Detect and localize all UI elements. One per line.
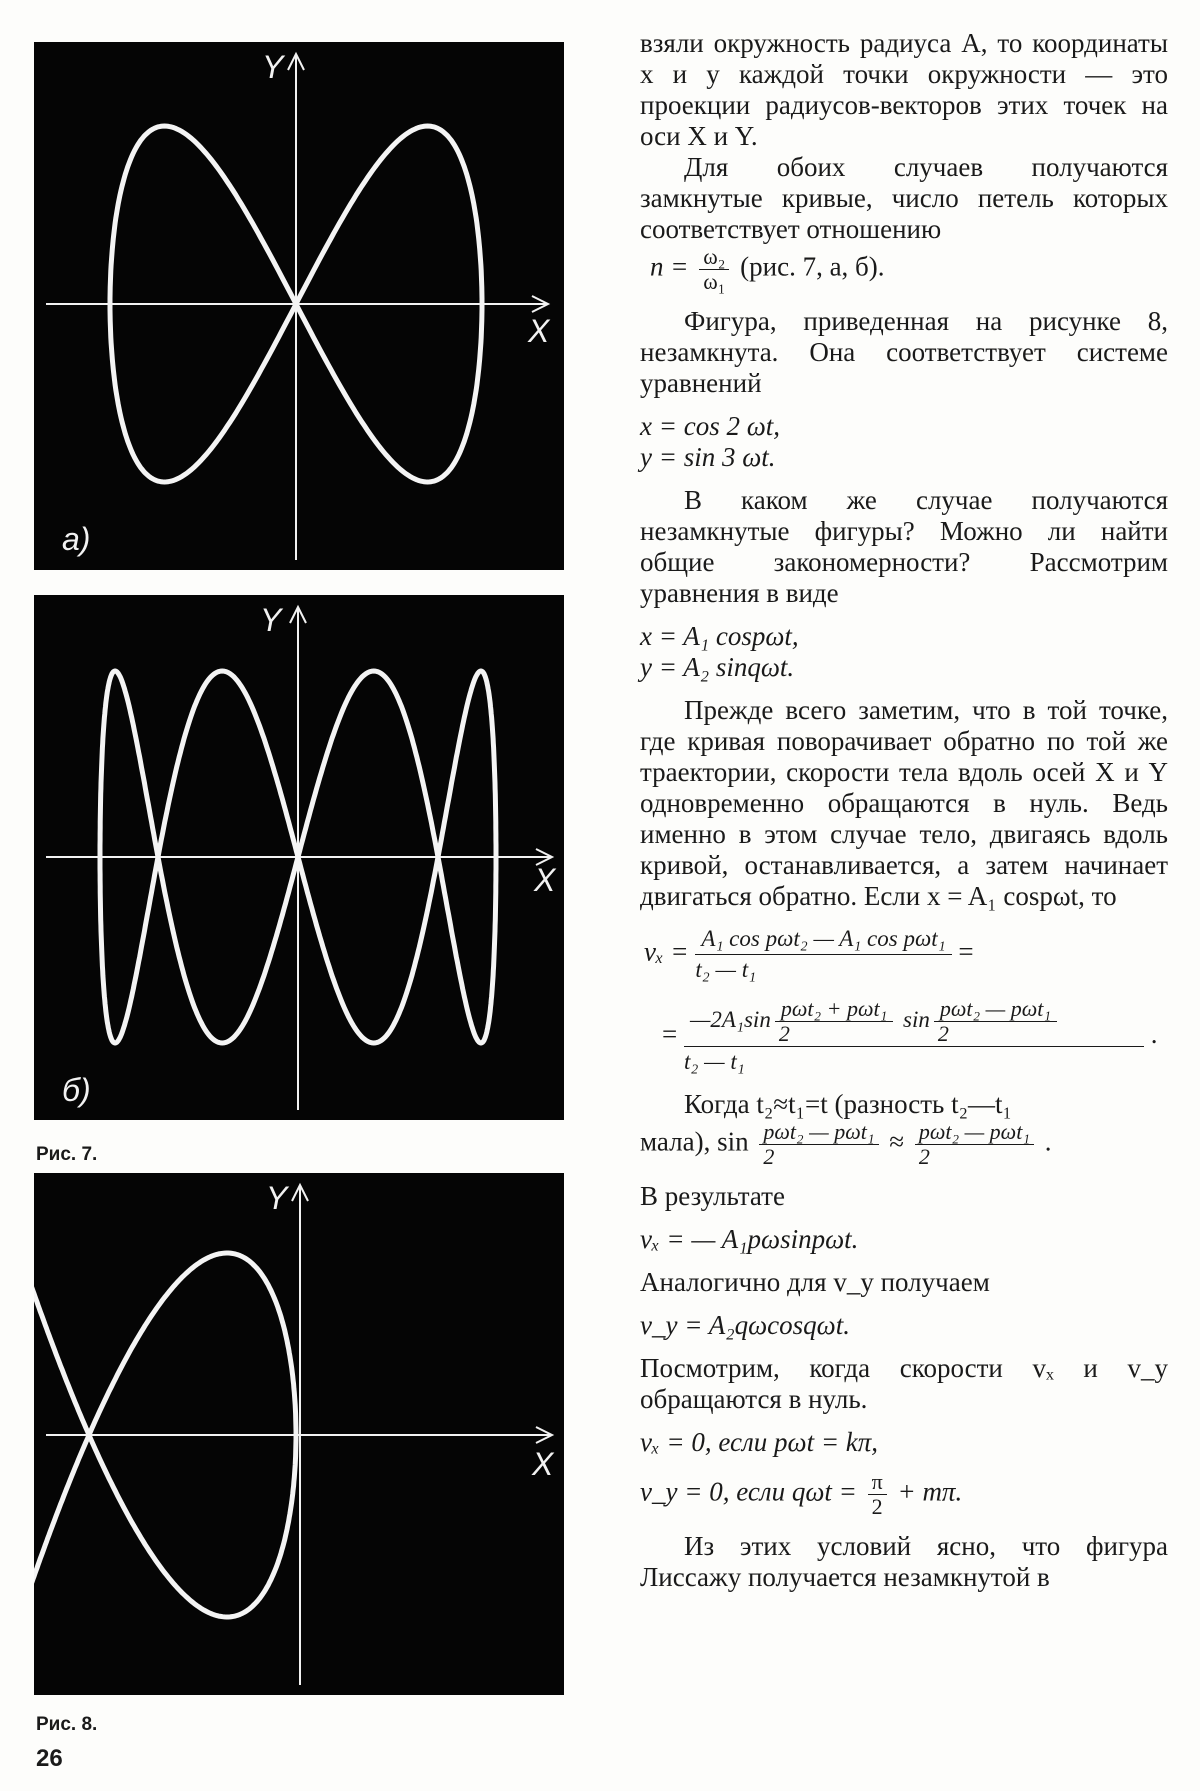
figure-8 bbox=[34, 1173, 564, 1695]
big-denominator: t₂ — t₁ bbox=[683, 1049, 745, 1074]
eq6-den: 2 bbox=[871, 1494, 883, 1519]
p6-dot: . bbox=[1044, 1126, 1052, 1157]
equation-2b: y = A₂ sinqωt. bbox=[640, 652, 795, 682]
paragraph-5: Прежде всего заметим, что в той точке, где кривая поворачивает обратно по той же траектории, скорости тела вдоль осей X и Y одновременно обращаются в нуль. Ведь именно в этом случае тело, двигаясь вдоль кривой, останавливается, а затем начинает двигаться обратно. Если x = A₁ cospωt, то bbox=[640, 695, 1168, 911]
ratio-lhs: n = bbox=[650, 251, 689, 282]
p6-f1-num: pωt₂ — pωt₁ bbox=[759, 1120, 878, 1145]
eq6-frac bbox=[868, 1470, 887, 1519]
big-f1-den: 2 bbox=[778, 1021, 790, 1046]
ratio-den: ω₁ bbox=[703, 269, 726, 294]
paragraph-2: Для обоих случаев получаются замкнутые кривые, число петель которых соответствует отношению bbox=[640, 152, 1168, 244]
equation-6 bbox=[640, 1470, 1168, 1519]
ratio-tail: (рис. 7, а, б). bbox=[740, 251, 885, 282]
paragraph-6b bbox=[640, 1120, 1168, 1169]
ratio-num: ω₂ bbox=[699, 245, 729, 270]
figure-7b bbox=[34, 595, 564, 1120]
big-num-frac2 bbox=[934, 997, 1057, 1046]
figure-7a-plot bbox=[34, 42, 564, 570]
figure-7-caption: Рис. 7. bbox=[36, 1144, 98, 1165]
figure-7a bbox=[34, 42, 564, 570]
figure-8-plot bbox=[34, 1173, 564, 1695]
paragraph-10: Из этих условий ясно, что фигура Лиссажу получается незамкнутой в bbox=[640, 1531, 1168, 1592]
paragraph-4: В каком же случае получаются незамкнутые фигуры? Можно ли найти общие закономерности? Рассмотрим уравнения в виде bbox=[640, 485, 1168, 608]
big-dot: . bbox=[1150, 1019, 1158, 1050]
velocity-expansion bbox=[662, 997, 1168, 1077]
paragraph-7: В результате bbox=[640, 1181, 785, 1211]
paragraph-1: взяли окружность радиуса A, то координаты x и y каждой точки окружности — это проекции радиусов-векторов этих точек на оси X и Y. bbox=[640, 28, 1168, 151]
velocity-formula bbox=[644, 924, 1168, 985]
p6-f2-den: 2 bbox=[918, 1144, 930, 1169]
equation-3: vₓ = — A₁pωsinpωt. bbox=[640, 1224, 859, 1254]
y-axis-label: Y bbox=[260, 602, 282, 638]
vx-equals: = bbox=[958, 936, 974, 967]
equation-5: vₓ = 0, если pωt = kπ, bbox=[640, 1427, 879, 1457]
equation-4: v_y = A₂qωcosqωt. bbox=[640, 1310, 850, 1340]
vx-den: t₂ — t₁ bbox=[695, 957, 757, 982]
ratio-fraction bbox=[699, 245, 729, 294]
big-f1-num: pωt₂ + pωt₁ bbox=[775, 997, 893, 1022]
x-axis-label: X bbox=[534, 862, 556, 898]
p6-frac1 bbox=[759, 1120, 878, 1169]
figure-7b-plot bbox=[34, 595, 564, 1120]
p6-f1-den: 2 bbox=[763, 1144, 775, 1169]
equation-1b: y = sin 3 ωt. bbox=[640, 442, 776, 472]
paragraph-3: Фигура, приведенная на рисунке 8, незамкнута. Она соответствует системе уравнений bbox=[640, 306, 1168, 398]
vx-lhs: vₓ = bbox=[644, 936, 689, 967]
big-f2-den: 2 bbox=[937, 1021, 949, 1046]
panel-label: б) bbox=[62, 1072, 91, 1108]
vx-fraction bbox=[695, 924, 951, 985]
page-number: 26 bbox=[36, 1745, 63, 1772]
x-axis-label: X bbox=[532, 1446, 554, 1482]
big-sin: sin bbox=[903, 1006, 930, 1032]
p6-frac2 bbox=[915, 1120, 1034, 1169]
ratio-formula bbox=[650, 245, 1168, 294]
big-fraction bbox=[684, 997, 1144, 1077]
y-axis-label: Y bbox=[266, 1180, 288, 1216]
p6-approx: ≈ bbox=[889, 1126, 905, 1157]
panel-label: а) bbox=[62, 521, 91, 557]
big-num-frac1 bbox=[775, 997, 893, 1046]
p6-f2-num: pωt₂ — pωt₁ bbox=[915, 1120, 1034, 1145]
x-axis-label: X bbox=[528, 313, 550, 349]
big-lhs: = bbox=[662, 1019, 678, 1050]
eq6-tail: + mπ. bbox=[897, 1476, 963, 1507]
paragraph-8: Аналогично для v_y получаем bbox=[640, 1267, 990, 1297]
paragraph-6a: Когда t₂≈t₁=t (разность t₂—t₁ bbox=[684, 1089, 1012, 1119]
text-column bbox=[640, 28, 1168, 1593]
big-f2-num: pωt₂ — pωt₁ bbox=[934, 997, 1057, 1022]
figure-8-caption: Рис. 8. bbox=[36, 1714, 98, 1735]
vx-num: A₁ cos pωt₂ — A₁ cos pωt₁ bbox=[695, 924, 951, 955]
y-axis-label: Y bbox=[262, 49, 284, 85]
big-num-start: —2A₁sin bbox=[689, 1006, 771, 1032]
equation-1a: x = cos 2 ωt, bbox=[640, 411, 781, 441]
p6-pre: мала), sin bbox=[640, 1126, 749, 1157]
big-numerator bbox=[684, 997, 1144, 1047]
eq6-num: π bbox=[868, 1470, 887, 1495]
paragraph-9: Посмотрим, когда скорости vₓ и v_y обращаются в нуль. bbox=[640, 1353, 1168, 1414]
equation-2a: x = A₁ cospωt, bbox=[640, 621, 799, 651]
eq6-pre: v_y = 0, если qωt = bbox=[640, 1476, 857, 1507]
